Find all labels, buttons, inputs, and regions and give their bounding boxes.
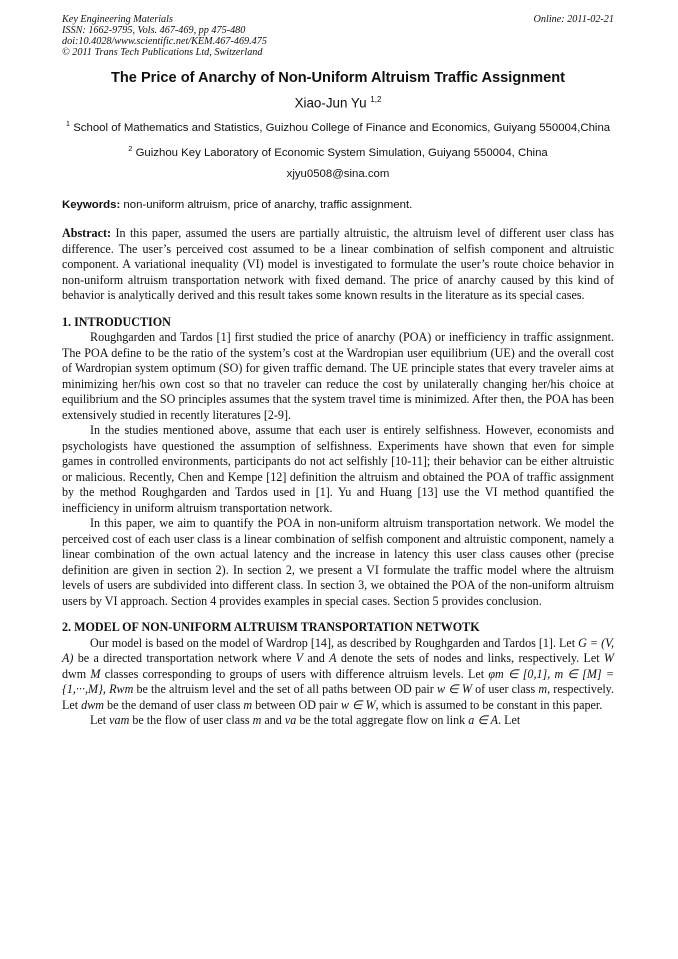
math-W: W [603, 651, 614, 666]
text-run: be the total aggregate flow on link [299, 713, 466, 728]
math-m: m [252, 713, 262, 728]
online-date: Online: 2011-02-21 [533, 14, 614, 25]
paper-page [62, 14, 614, 729]
affil-2-text: Guizhou Key Laboratory of Economic System Simulation, Guiyang 550004, China [135, 147, 548, 160]
text-run: Our model is based on the model of Wardrop [14], as described by Roughgarden and Tardos [1]. Let [90, 635, 576, 650]
paper-title: The Price of Anarchy of Non-Uniform Altruism Traffic Assignment [110, 70, 566, 86]
affil-1-text: School of Mathematics and Statistics, Guizhou College of Finance and Economics, Guiyang 550004,China [73, 122, 611, 135]
journal-header [62, 14, 614, 58]
affiliation-1 [62, 116, 614, 136]
math-V: V [295, 651, 304, 666]
text-run: classes corresponding to groups of users with difference altruism levels. Let [104, 666, 485, 681]
section-heading-introduction: 1. INTRODUCTION [62, 314, 171, 329]
text-run: and [264, 713, 282, 728]
math-v-am: vam [109, 713, 130, 728]
intro-paragraph-1: Roughgarden and Tardos [1] first studied the price of anarchy (POA) or inefficiency in traffic assignment. The POA define to be the ratio of the system’s cost at the Wardropian user equilibrium (UE) and the overall cost of Wardropian system optimum (SO) for given traffic demand. The UE principle states that every traveler aims at minimizing her/his own cost so that no traveler can reduce the cost by unilaterally changing her/his choice at equilibrium and the SO principles assumes that the system travel time is minimized. After then, the POA has been extensively studied in recently literatures [2-9]. [62, 330, 614, 422]
math-d: dwm [81, 697, 105, 712]
math-phi-def: φm ∈ [0,1], m ∈ [M] = {1,···,M}, [62, 666, 614, 697]
doi-line: doi:10.4028/www.scientific.net/KEM.467-469.475 [62, 36, 267, 47]
math-M: M [90, 666, 101, 681]
math-m: m [243, 697, 253, 712]
math-v-a: va [284, 713, 297, 728]
math-a-in-A: a ∈ A [468, 713, 499, 728]
text-run: dwm [62, 666, 87, 681]
math-graph: G = (V, A) [62, 635, 614, 666]
author-email[interactable]: xjyu0508@sina.com [286, 168, 390, 181]
affiliation-2 [62, 141, 614, 161]
intro-paragraph-2: In the studies mentioned above, assume that each user is entirely selfishness. However, economists and psychologists have questioned the assumption of selfishness. Experiments have shown that even for simple games in controlled environments, participants do not act selfishly [10-11]; their behavior can be either altruistic or malicious. Recently, Chen and Kempe [12] definition the altruism and obtained the POA of traffic assignment by the method Roughgarden and Tardos used in [1]. Yu and Huang [13] use the VI method quantified the inefficiency in uniform altruism transportation network. [62, 423, 614, 515]
text-run: be the flow of user class [132, 713, 250, 728]
text-run: Let [90, 713, 107, 728]
intro-paragraph-3: In this paper, we aim to quantify the POA in non-uniform altruism transportation network. We model the perceived cost of each user class is a linear combination of selfish component and altruistic component, namely a linear combination of the own actual latency and the increase in latency this user class causes other (precise definition are given in section 2). In section 2, we present a VI formulate the traffic model where the altruism levels of users are subdivided into different class. In section 3, we obtained the POA of the non-uniform altruism users by VI approach. Section 4 provides examples in special cases. Section 5 provides conclusion. [62, 516, 614, 608]
keywords [62, 198, 614, 213]
keywords-label: Keywords: [62, 199, 121, 212]
model-paragraph-2 [62, 713, 614, 729]
abstract-label: Abstract: [62, 226, 112, 241]
math-m: m [538, 682, 548, 697]
section-heading-model: 2. MODEL OF NON-UNIFORM ALTRUISM TRANSPORTATION NETWOTK [62, 620, 480, 635]
abstract-text: In this paper, assumed the users are partially altruistic, the altruism level of different user class has difference. The user’s perceived cost assumed to be a linear combination of selfish component and altruistic component. A variational inequality (VI) model is investigated to formulate the user’s route choice behavior in non-uniform altruism transportation network with fixed demand. The price of anarchy caused by this kind of behavior is analytically derived and this result takes some known results in the literature as its special cases. [62, 226, 614, 303]
text-run: . Let [498, 713, 521, 728]
text-run: between OD pair [255, 697, 338, 712]
author-name: Xiao-Jun Yu [294, 95, 367, 111]
text-run: denote the sets of nodes and links, respectively. Let [340, 651, 600, 666]
abstract [62, 226, 614, 304]
math-A: A [329, 651, 337, 666]
math-R: Rwm [109, 682, 134, 697]
keywords-text: non-uniform altruism, price of anarchy, traffic assignment. [123, 199, 413, 212]
copyright-line: © 2011 Trans Tech Publications Ltd, Switzerland [62, 47, 263, 58]
journal-name: Key Engineering Materials [62, 14, 173, 25]
affil-1-sup: 1 [65, 119, 71, 129]
text-run: be a directed transportation network where [77, 651, 292, 666]
issn-line: ISSN: 1662-9795, Vols. 467-469, pp 475-480 [62, 25, 246, 36]
text-run: of user class [475, 682, 536, 697]
author-line [62, 91, 614, 111]
affil-2-sup: 2 [128, 144, 133, 154]
author-affil-sup: 1,2 [370, 95, 382, 104]
math-w-in-W: w ∈ W [436, 682, 472, 697]
model-paragraph-1 [62, 636, 614, 714]
math-w-in-W: w ∈ W [340, 697, 376, 712]
text-run: be the demand of user class [107, 697, 241, 712]
text-run: , which is assumed to be constant in this paper. [375, 697, 603, 712]
text-run: and [307, 651, 325, 666]
text-run: be the altruism level and the set of all paths between OD pair [136, 682, 434, 697]
text-run: , respectively. Let [62, 682, 614, 712]
